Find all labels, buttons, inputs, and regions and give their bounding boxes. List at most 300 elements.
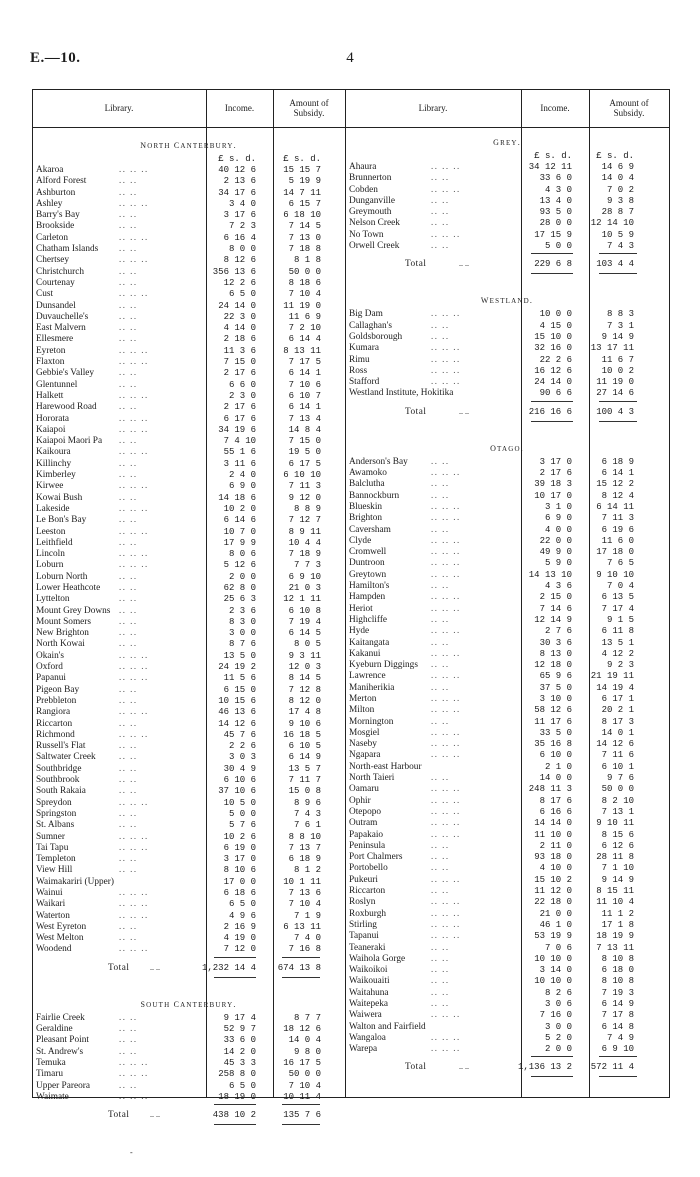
subsidy-value: 7 16 8 — [288, 944, 321, 955]
rule — [599, 421, 637, 422]
subsidy-value: 10 5 9 — [601, 229, 634, 240]
subsidy-value: 18 12 6 — [283, 1024, 321, 1035]
income-value: 11 10 0 — [534, 829, 572, 840]
table-row — [32, 832, 345, 843]
library-name: Bannockburn — [349, 490, 400, 501]
leader-dots: .. .. — [118, 595, 137, 604]
library-name: Lakeside — [36, 503, 70, 514]
library-name: Geraldine — [36, 1024, 73, 1035]
subsidy-value: 8 14 5 — [288, 673, 321, 684]
library-name: Stafford — [349, 377, 380, 388]
subsidy-value: 11 6 9 — [288, 311, 321, 322]
subsidy-value: 28 11 8 — [596, 852, 634, 863]
subsidy-value: 7 7 3 — [293, 560, 321, 571]
subsidy-value: 18 19 9 — [596, 931, 634, 942]
total-subsidy: 135 7 6 — [283, 1110, 321, 1121]
right-column — [345, 138, 669, 1079]
income-value: 2 17 6 — [223, 402, 256, 413]
income-value: 14 13 10 — [528, 569, 572, 580]
subsidy-value: 8 8 9 — [293, 503, 321, 514]
table-row — [32, 673, 345, 684]
table-row — [345, 558, 669, 569]
income-value: 6 5 0 — [228, 899, 256, 910]
subsidy-column-header: Amount of Subsidy. — [609, 98, 649, 118]
table-row — [345, 920, 669, 931]
library-name: Naseby — [349, 739, 377, 750]
library-name: Kaitangata — [349, 637, 390, 648]
leader-dots: .. .. .. — [430, 751, 460, 760]
table-row — [32, 255, 345, 266]
leader-dots: .. .. .. — [118, 166, 148, 174]
subsidy-value: 14 12 6 — [596, 739, 634, 750]
rule — [531, 1056, 573, 1057]
leader-dots: .. .. .. — [430, 706, 460, 715]
section-heading: NORTH CANTERBURY. — [140, 141, 237, 150]
income-value: 7 14 6 — [539, 603, 572, 614]
income-value: 13 4 0 — [539, 195, 572, 206]
subsidy-value: 14 8 4 — [288, 424, 321, 435]
total-rule — [345, 272, 669, 276]
table-row — [345, 207, 669, 218]
leader-dots: .. .. — [430, 525, 449, 534]
income-value: 53 19 9 — [534, 931, 572, 942]
library-name: Mount Grey Downs — [36, 605, 111, 616]
table-row — [32, 865, 345, 876]
leader-dots: .. .. — [430, 208, 449, 217]
leader-dots: .. .. .. — [118, 482, 148, 491]
income-value: 3 17 0 — [223, 854, 256, 865]
rule — [531, 273, 573, 274]
income-value: 4 3 0 — [544, 184, 572, 195]
income-value: 5 9 0 — [544, 558, 572, 569]
leader-dots: .. .. — [430, 638, 449, 647]
leader-dots: .. .. — [118, 403, 137, 412]
library-name: Waitahuna — [349, 987, 389, 998]
leader-dots: .. .. .. — [430, 230, 460, 239]
income-value: 8 12 6 — [223, 255, 256, 266]
library-name: View Hill — [36, 865, 73, 876]
library-name: Sumner — [36, 831, 65, 842]
subsidy-value: 8 2 10 — [601, 795, 634, 806]
rule — [282, 1124, 320, 1125]
leader-dots: .. .. — [118, 787, 137, 796]
subsidy-value: 7 13 4 — [288, 413, 321, 424]
leader-dots: .. .. .. — [430, 604, 460, 613]
table-row — [345, 931, 669, 942]
subsidy-value: 6 17 5 — [288, 458, 321, 469]
library-name: North Taieri — [349, 773, 395, 784]
leader-dots: .. .. .. — [430, 627, 460, 636]
leader-dots: .. .. — [430, 242, 449, 251]
income-value: 37 10 6 — [218, 786, 256, 797]
leader-dots: .. .. .. — [118, 832, 148, 841]
subsidy-value: 7 1 10 — [601, 863, 634, 874]
library-name: No Town — [349, 229, 384, 240]
table-row — [32, 368, 345, 379]
leader-dots: .. .. — [118, 866, 137, 875]
income-value: 2 7 6 — [544, 626, 572, 637]
section-heading: OTAGO. — [490, 443, 524, 453]
library-name: Cromwell — [349, 547, 387, 558]
total-income: 1,232 14 4 — [201, 962, 256, 973]
subsidy-value: 6 14 1 — [601, 468, 634, 479]
total-row — [345, 1059, 669, 1075]
income-value: 6 16 6 — [539, 806, 572, 817]
leader-dots: .. .. .. — [430, 185, 460, 194]
leader-dots: .. .. .. — [118, 527, 148, 536]
income-value: 258 8 0 — [218, 1069, 256, 1080]
leader-dots: .. .. — [118, 583, 137, 592]
table-row — [345, 739, 669, 750]
income-value: 8 0 6 — [228, 549, 256, 560]
table-row — [32, 651, 345, 662]
leader-dots: .. .. — [118, 934, 137, 943]
leader-dots: .. .. .. — [430, 1033, 460, 1042]
library-name: Glentunnel — [36, 379, 78, 390]
income-value: 10 10 0 — [534, 976, 572, 987]
table-row — [32, 244, 345, 255]
table-row — [345, 1044, 669, 1055]
leader-dots: .. .. — [118, 696, 137, 705]
library-name: Greytown — [349, 569, 387, 580]
total-rule — [32, 1123, 345, 1127]
leader-dots: .. .. .. — [430, 898, 460, 907]
leader-dots: .. .. — [118, 312, 137, 321]
income-value: 16 12 6 — [534, 365, 572, 376]
library-name: Mornington — [349, 716, 394, 727]
leader-dots: .. .. .. — [430, 570, 460, 579]
table-row — [345, 954, 669, 965]
total-label: Total — [405, 406, 427, 417]
section-gap — [345, 424, 669, 444]
leader-dots: .. .. — [118, 177, 137, 186]
table-row — [32, 854, 345, 865]
subsidy-value: 9 8 0 — [293, 1046, 321, 1057]
table-row — [32, 176, 345, 187]
total-row — [345, 404, 669, 420]
income-value: 33 6 0 — [539, 173, 572, 184]
income-value: 32 16 0 — [534, 343, 572, 354]
leader-dots: .. .. — [430, 977, 449, 986]
leader-dots: .. .. — [430, 174, 449, 183]
library-name: Maniherikia — [349, 682, 395, 693]
rule — [282, 1104, 320, 1105]
library-name: Kakanui — [349, 648, 381, 659]
library-name: Caversham — [349, 524, 391, 535]
subsidy-value: 7 4 3 — [606, 241, 634, 252]
table-row — [345, 321, 669, 332]
table-row — [32, 470, 345, 481]
table-row — [345, 976, 669, 987]
library-name: Okain's — [36, 650, 65, 661]
income-value: 18 19 0 — [218, 1091, 256, 1102]
table-row — [345, 581, 669, 592]
income-value: 6 9 0 — [228, 481, 256, 492]
leader-dots: .. .. .. — [118, 900, 148, 909]
income-value: 39 18 3 — [534, 479, 572, 490]
leader-dots: .. .. .. — [430, 785, 460, 794]
subsidy-value: 15 12 2 — [596, 479, 634, 490]
library-name: Loburn North — [36, 571, 88, 582]
subsidy-value: 8 15 11 — [596, 886, 634, 897]
library-column-header: Library. — [418, 103, 448, 113]
table-row — [345, 784, 669, 795]
leader-dots: .. .. — [459, 1062, 469, 1072]
leader-dots: .. .. — [118, 222, 137, 231]
library-name: Ngapara — [349, 750, 381, 761]
subsidy-value: 50 0 0 — [601, 784, 634, 795]
subsidy-value: 9 10 11 — [596, 818, 634, 829]
leader-dots: .. .. .. — [118, 346, 148, 355]
income-value: 46 13 6 — [218, 707, 256, 718]
leader-dots: .. .. .. — [118, 1058, 148, 1067]
leader-dots: .. .. .. — [118, 889, 148, 897]
income-value: 4 14 0 — [223, 323, 256, 334]
library-name: Blueskin — [349, 501, 383, 512]
leader-dots: .. .. — [430, 966, 449, 975]
subsidy-value: 7 14 5 — [288, 221, 321, 232]
income-value: 62 8 0 — [223, 582, 256, 593]
subsidy-value: 8 9 6 — [293, 797, 321, 808]
library-name: Flaxton — [36, 357, 65, 368]
table-row — [345, 604, 669, 615]
income-value: 8 7 6 — [228, 639, 256, 650]
income-value: 30 3 6 — [539, 637, 572, 648]
income-value: 15 10 2 — [534, 874, 572, 885]
library-name: Teaneraki — [349, 942, 386, 953]
library-name: East Malvern — [36, 323, 86, 334]
page-mark: - — [130, 1148, 133, 1157]
table-row — [32, 560, 345, 571]
income-value: 65 9 6 — [539, 671, 572, 682]
leader-dots: .. .. — [430, 582, 449, 591]
income-value: 6 5 0 — [228, 289, 256, 300]
table-row — [345, 886, 669, 897]
table-row — [32, 888, 345, 899]
library-name: Wangaloa — [349, 1032, 386, 1043]
leader-dots: .. .. — [430, 683, 449, 692]
library-name: Merton — [349, 693, 377, 704]
leader-dots: .. .. — [118, 267, 137, 276]
income-value: 5 12 6 — [223, 560, 256, 571]
library-name: Balclutha — [349, 479, 385, 490]
leader-dots: .. .. .. — [430, 649, 460, 658]
library-name: Highcliffe — [349, 614, 388, 625]
library-name: Timaru — [36, 1069, 64, 1080]
library-name: Loburn — [36, 560, 64, 571]
subsidy-value: 6 14 1 — [288, 402, 321, 413]
income-value: 2 13 6 — [223, 176, 256, 187]
subsidy-value: 6 14 9 — [288, 752, 321, 763]
library-name: Waikoikoi — [349, 965, 388, 976]
subsidy-value: 7 19 4 — [288, 616, 321, 627]
leader-dots: .. .. .. — [430, 536, 460, 545]
leader-dots: .. .. — [118, 685, 137, 694]
library-name: St. Andrew's — [36, 1046, 84, 1057]
table-row — [32, 210, 345, 221]
library-name: Nelson Creek — [349, 218, 400, 229]
subsidy-value: 7 17 4 — [601, 603, 634, 614]
library-name: Dunganville — [349, 195, 395, 206]
table-row — [32, 719, 345, 730]
subsidy-value: 6 14 5 — [288, 628, 321, 639]
leader-dots: .. .. .. — [430, 807, 460, 816]
leader-dots: .. .. .. — [118, 448, 148, 457]
library-name: Pukeuri — [349, 874, 378, 885]
table-row — [345, 491, 669, 502]
income-value: 35 16 8 — [534, 739, 572, 750]
library-name: Clyde — [349, 535, 372, 546]
income-value: 58 12 6 — [534, 705, 572, 716]
subsidy-value: 7 19 3 — [601, 987, 634, 998]
table-row — [32, 1024, 345, 1035]
library-name: Mosgiel — [349, 727, 380, 738]
library-name: Tapanui — [349, 931, 379, 942]
subsidy-value: 8 12 0 — [288, 695, 321, 706]
leader-dots: .. .. — [430, 864, 449, 873]
income-value: 6 14 6 — [223, 515, 256, 526]
leader-dots: .. .. — [430, 887, 449, 896]
income-value: 33 5 0 — [539, 727, 572, 738]
total-label: Total — [108, 962, 130, 973]
leader-dots: .. .. — [118, 211, 137, 220]
income-value: 90 6 6 — [539, 388, 572, 399]
leader-dots: .. .. .. — [430, 819, 460, 828]
library-name: Halkett — [36, 390, 64, 401]
subsidy-value: 8 10 8 — [601, 953, 634, 964]
table-row — [345, 230, 669, 241]
leader-dots: .. .. — [118, 753, 137, 762]
subsidy-value: 15 15 7 — [283, 165, 321, 175]
leader-dots: .. .. — [430, 943, 449, 952]
table-row — [32, 899, 345, 910]
subsidy-value: 13 17 11 — [590, 343, 634, 354]
table-row — [32, 346, 345, 357]
library-name: Riccarton — [349, 886, 386, 897]
table-row — [32, 911, 345, 922]
income-value: 6 17 6 — [223, 413, 256, 424]
library-name: Pleasant Point — [36, 1035, 89, 1046]
income-value: 7 0 6 — [544, 942, 572, 953]
table-row — [32, 447, 345, 458]
income-value: 3 11 6 — [223, 458, 256, 469]
table-row — [32, 414, 345, 425]
income-value: 3 17 0 — [539, 456, 572, 467]
subsidy-value: 6 14 9 — [601, 999, 634, 1009]
subsidy-value: 6 10 10 — [283, 470, 321, 481]
subsidy-value: 7 11 3 — [288, 481, 321, 492]
table-row — [32, 199, 345, 210]
income-value: 7 15 0 — [223, 357, 256, 368]
table-row — [345, 762, 669, 773]
leader-dots: .. .. — [118, 1047, 137, 1056]
income-value: 6 15 0 — [223, 684, 256, 695]
income-value: 2 11 0 — [539, 840, 572, 851]
leader-dots: .. .. .. — [118, 233, 148, 242]
subsidy-value: 9 10 6 — [288, 718, 321, 729]
table-row — [345, 525, 669, 536]
leader-dots: .. .. .. — [430, 932, 460, 941]
subsidy-value: 28 8 7 — [601, 207, 634, 218]
income-value: 30 4 9 — [223, 763, 256, 774]
subsidy-value: 27 14 6 — [596, 388, 634, 399]
table-row — [345, 943, 669, 954]
subsidy-value: 6 9 10 — [288, 571, 321, 582]
total-income: 1,136 13 2 — [517, 1062, 572, 1073]
total-row — [32, 1107, 345, 1123]
leader-dots: .. .. — [430, 841, 449, 850]
library-name: Portobello — [349, 863, 388, 874]
income-value: 45 3 3 — [223, 1057, 256, 1068]
leader-dots: .. .. — [118, 922, 137, 931]
section-heading: GREY. — [493, 138, 521, 147]
income-value: 2 18 6 — [223, 334, 256, 345]
library-name: Callaghan's — [349, 320, 392, 331]
subsidy-value: 8 18 6 — [288, 277, 321, 288]
income-value: 2 1 0 — [544, 761, 572, 772]
library-name: Riccarton — [36, 718, 73, 729]
income-value: 8 13 0 — [539, 648, 572, 659]
subsidy-value: 8 9 11 — [288, 526, 321, 537]
leader-dots: .. .. .. — [118, 256, 148, 265]
income-value: 17 9 9 — [223, 537, 256, 548]
leader-dots: .. .. .. — [430, 378, 460, 387]
income-value: 12 2 6 — [223, 277, 256, 288]
library-name: Duntroon — [349, 558, 385, 569]
table-row — [32, 267, 345, 278]
leader-dots: .. .. — [430, 717, 449, 726]
subsidy-value: 14 0 4 — [601, 173, 634, 184]
income-value: 356 13 6 — [212, 266, 256, 277]
rule — [214, 1104, 256, 1105]
total-row — [345, 256, 669, 272]
leader-dots: .. .. .. — [118, 674, 148, 683]
subsidy-value: 7 0 4 — [606, 581, 634, 592]
subsidy-value: 7 15 0 — [288, 436, 321, 447]
income-value: 14 14 0 — [534, 818, 572, 829]
library-name: Otepopo — [349, 806, 382, 817]
subsidy-value: 6 19 6 — [601, 524, 634, 535]
subsidy-value: 13 5 7 — [288, 763, 321, 774]
subsidy-value: 8 1 8 — [293, 255, 321, 266]
table-row — [32, 786, 345, 797]
income-value: 22 3 0 — [223, 311, 256, 322]
library-name: Ross — [349, 365, 368, 376]
subsidy-value: 9 14 9 — [601, 331, 634, 342]
leader-dots: .. .. — [118, 640, 137, 649]
subsidy-value: 14 19 4 — [596, 682, 634, 693]
rule — [214, 977, 256, 978]
section-heading: WESTLAND. — [480, 296, 534, 306]
table-row — [32, 798, 345, 809]
income-value: 3 10 0 — [539, 693, 572, 704]
income-value: 3 0 0 — [544, 1021, 572, 1032]
leader-dots: .. .. — [459, 259, 469, 269]
subsidy-value: 16 17 5 — [283, 1057, 321, 1068]
table-row — [345, 173, 669, 184]
income-value: 5 7 6 — [228, 820, 256, 831]
library-name: North Kowai — [36, 639, 85, 650]
rule — [599, 1056, 637, 1057]
library-name: Roslyn — [349, 897, 376, 908]
income-value: 14 0 0 — [539, 773, 572, 784]
library-name: Killinchy — [36, 458, 72, 469]
subsidy-value: 50 0 0 — [288, 1069, 321, 1080]
leader-dots: .. .. .. — [430, 740, 460, 749]
leader-dots: .. .. — [118, 742, 137, 751]
subsidy-value: 8 12 4 — [601, 490, 634, 501]
subsidy-value: 6 13 11 — [283, 921, 321, 932]
